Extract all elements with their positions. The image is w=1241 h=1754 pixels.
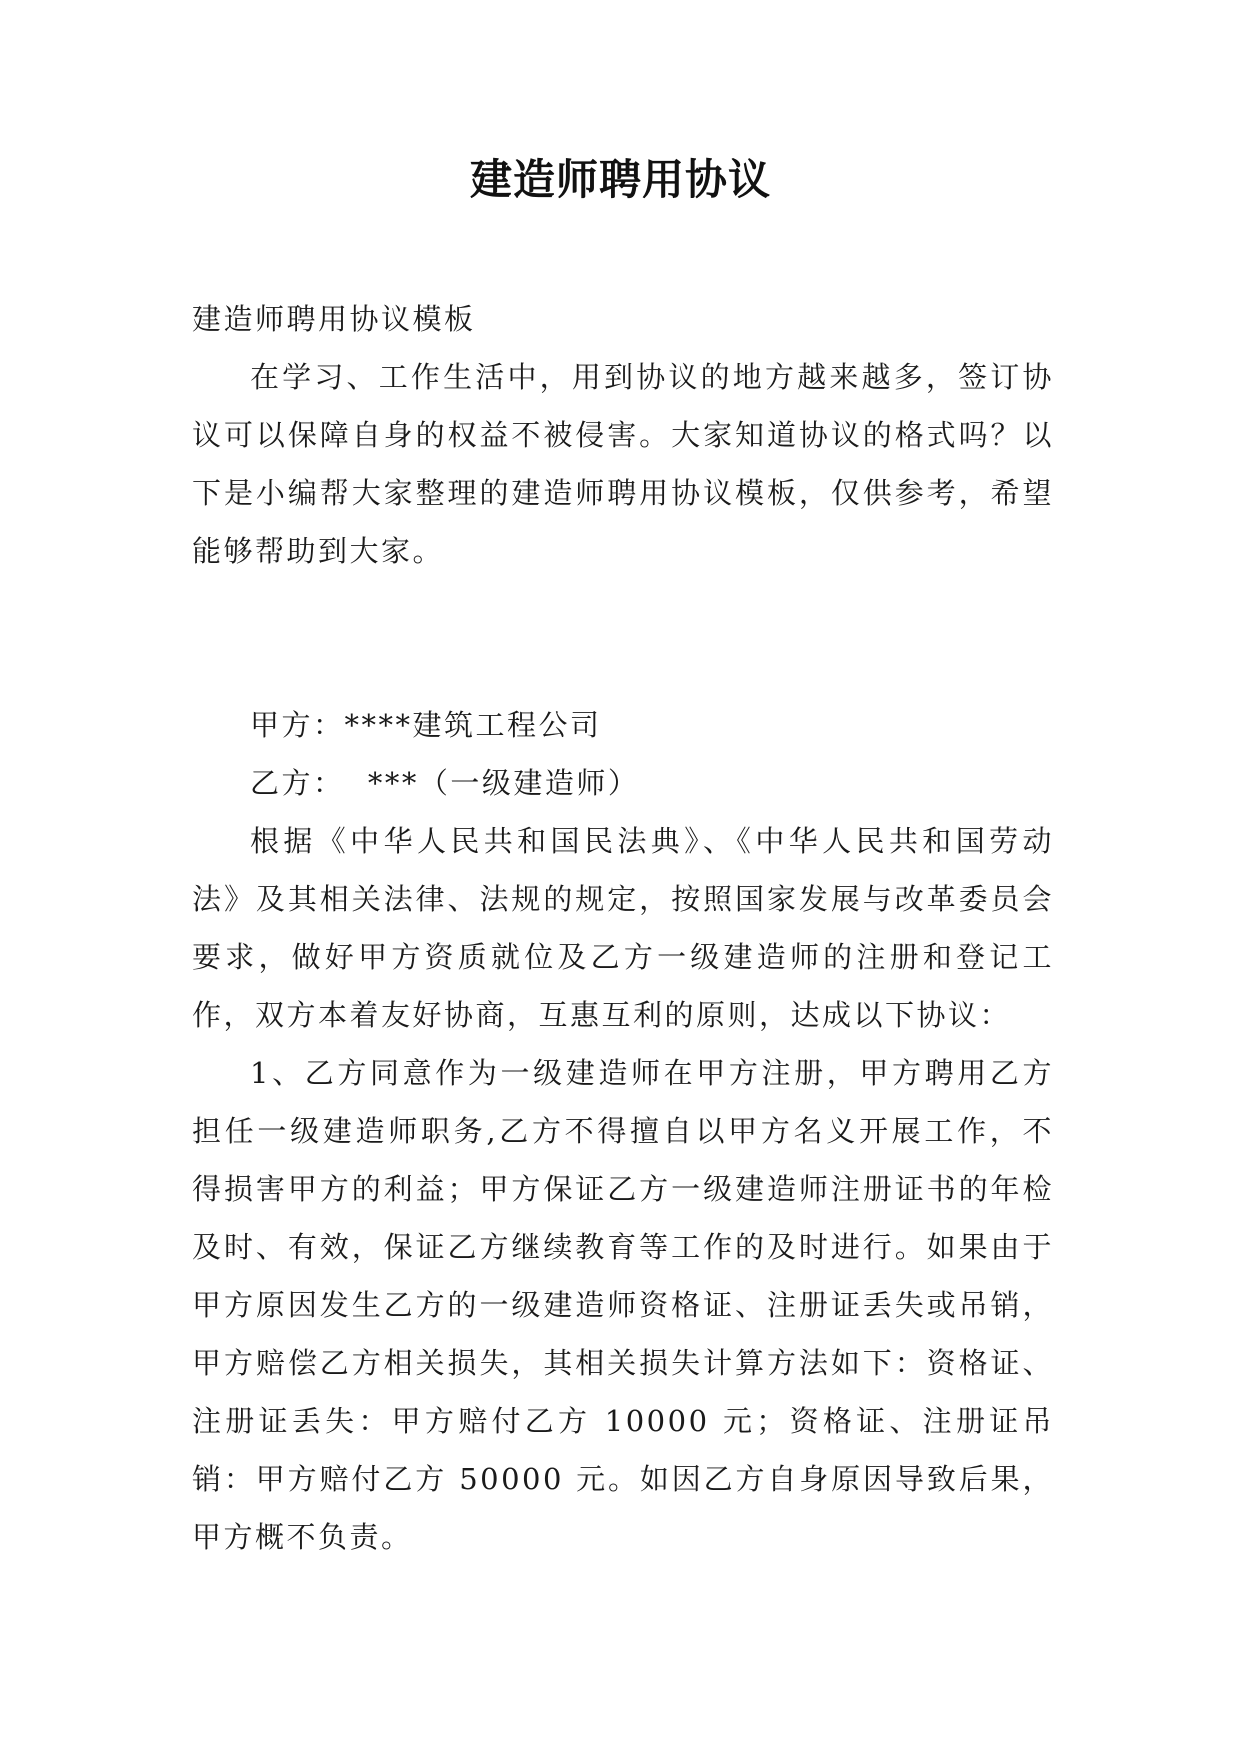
intro-paragraph: 在学习、工作生活中，用到协议的地方越来越多，签订协议可以保障自身的权益不被侵害。大家知道协议的格式吗？以下是小编帮大家整理的建造师聘用协议模板，仅供参考，希望能够帮助到大家。 bbox=[192, 360, 1054, 568]
legal-basis-paragraph: 根据《中华人民共和国民法典》、《中华人民共和国劳动法》及其相关法律、法规的规定，按照国家发展与改革委员会要求，做好甲方资质就位及乙方一级建造师的注册和登记工作，双方本着友好协商，互惠互利的原则，达成以下协议： bbox=[192, 824, 1054, 1032]
document-title: 建造师聘用协议 bbox=[469, 155, 771, 204]
document-subtitle: 建造师聘用协议模板 bbox=[192, 302, 476, 336]
blank-space bbox=[192, 580, 1054, 696]
document-body bbox=[192, 290, 1054, 1566]
party-a-line: 甲方：****建筑工程公司 bbox=[250, 708, 602, 742]
party-b-line: 乙方： ***（一级建造师） bbox=[250, 766, 640, 800]
clause-1-paragraph: 1、乙方同意作为一级建造师在甲方注册，甲方聘用乙方担任一级建造师职务,乙方不得擅自以甲方名义开展工作，不得损害甲方的利益；甲方保证乙方一级建造师注册证书的年检及时、有效，保证乙方继续教育等工作的及时进行。如果由于甲方原因发生乙方的一级建造师资格证、注册证丢失或吊销，甲方赔偿乙方相关损失，其相关损失计算方法如下：资格证、注册证丢失：甲方赔付乙方 10000 元；资格证、注册证吊销：甲方赔付乙方 50000 元。如因乙方自身原因导致后果，甲方概不负责。 bbox=[192, 1056, 1054, 1554]
